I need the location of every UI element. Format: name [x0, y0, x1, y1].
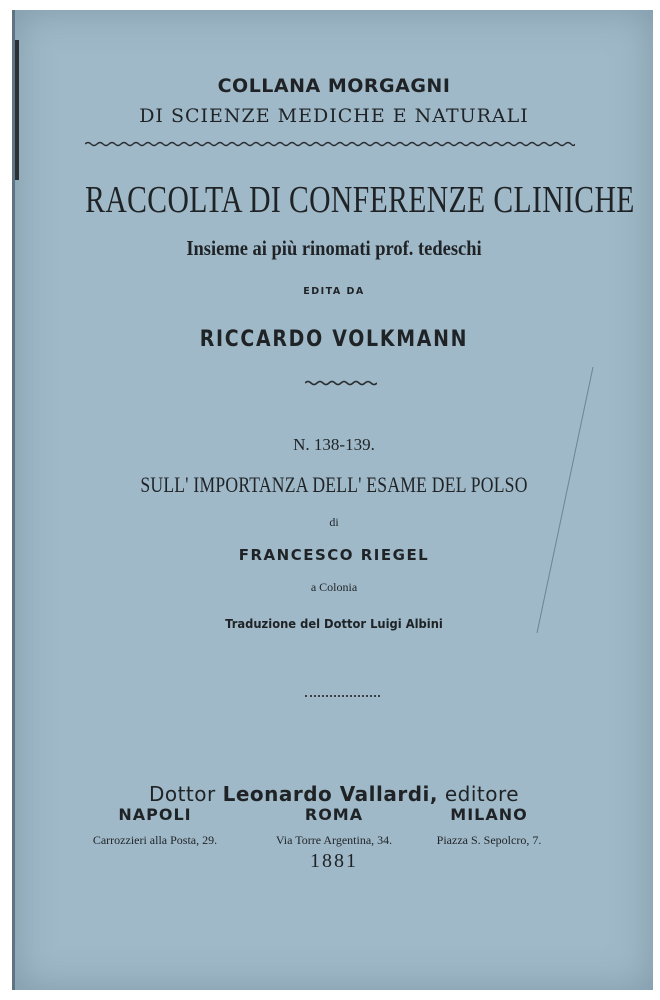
- city-address: Carrozzieri alla Posta, 29.: [92, 833, 218, 847]
- collection-subtitle: Insieme ai più rinomati prof. tedeschi: [186, 236, 482, 260]
- collection-title: RACCOLTA DI CONFERENZE CLINICHE: [85, 179, 635, 221]
- work-title: SULL' IMPORTANZA DELL' ESAME DEL POLSO: [140, 472, 528, 497]
- edited-by-label: EDITA DA: [303, 286, 365, 297]
- publisher-name: Leonardo Vallardi,: [222, 782, 438, 806]
- series-subtitle: DI SCIENZE MEDICHE E NATURALI: [139, 105, 529, 127]
- city-name: NAPOLI: [118, 805, 192, 824]
- pencil-mark: [535, 365, 595, 635]
- by-word: di: [329, 515, 339, 529]
- city-address: Piazza S. Sepolcro, 7.: [436, 833, 542, 847]
- book-cover: [12, 10, 653, 990]
- translator-credit: Traduzione del Dottor Luigi Albini: [225, 616, 443, 631]
- series-title: COLLANA MORGAGNI: [217, 75, 451, 97]
- city-milano: [394, 805, 584, 848]
- small-wavy-divider: [305, 380, 377, 386]
- author-place: a Colonia: [310, 580, 358, 594]
- publication-year: 1881: [310, 850, 358, 872]
- city-name: ROMA: [304, 805, 364, 824]
- dotted-divider: [305, 695, 380, 697]
- publisher-line: [15, 782, 653, 806]
- city-address: Via Torre Argentina, 34.: [275, 833, 393, 847]
- publisher-suffix: editore: [444, 782, 520, 806]
- publisher-prefix: Dottor: [148, 782, 216, 806]
- city-name: MILANO: [450, 805, 528, 824]
- editor-name: RICCARDO VOLKMANN: [199, 327, 469, 352]
- issue-number: N. 138-139.: [293, 435, 375, 454]
- wavy-divider: [85, 141, 575, 147]
- author-name: FRANCESCO RIEGEL: [238, 546, 430, 564]
- city-napoli: [60, 805, 250, 848]
